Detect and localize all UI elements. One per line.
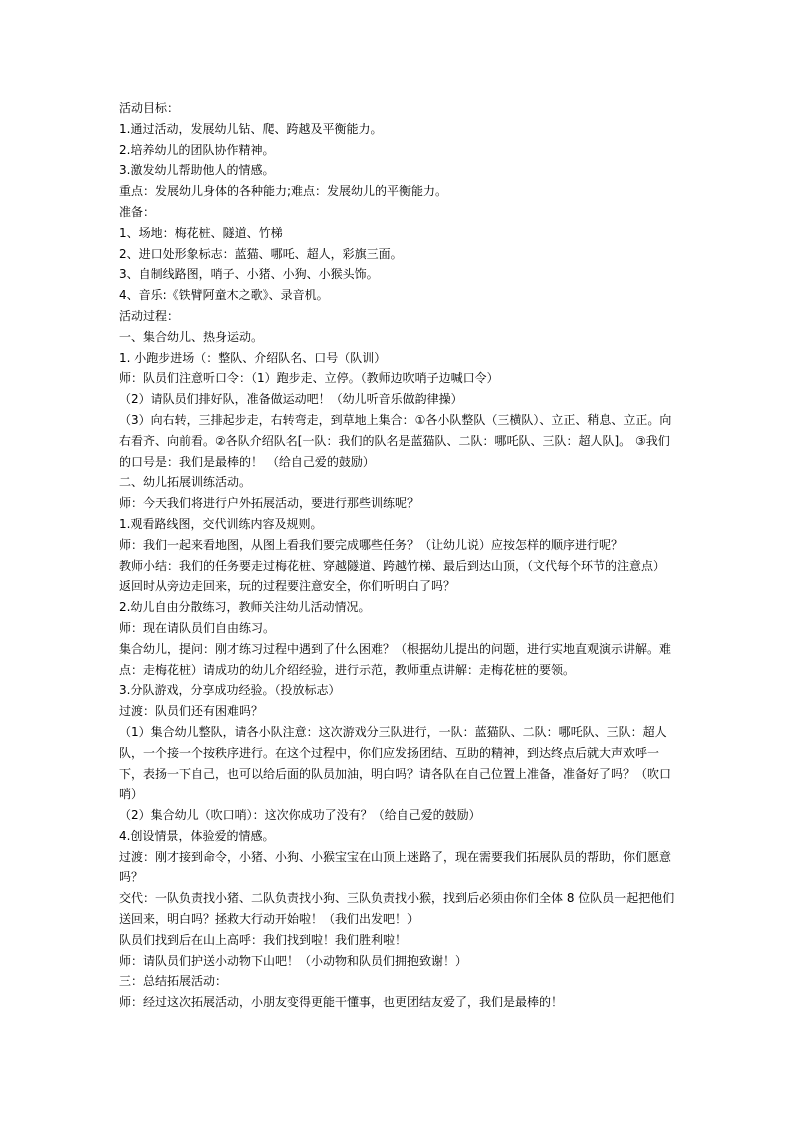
- paragraph: 师：我们一起来看地图，从图上看我们要完成哪些任务？（让幼儿说）应按怎样的顺序进行呢？: [119, 537, 624, 552]
- goal-item-2: 2.培养幼儿的团队协作精神。: [119, 142, 275, 157]
- section-heading-preparation: 准备：: [119, 204, 156, 219]
- paragraph: （1）集合幼儿整队，请各小队注意：这次游戏分三队进行，一队：蓝猫队、二队：哪吒队、三队：超人队，一个接一个按秩序进行。在这个过程中，你们应发扬团结、互助的精神，到达终点后就大声欢呼一下，表扬一下自己，也可以给后面的队员加油，明白吗？请各队在自己位置上准备，准备好了吗？（吹口哨）: [119, 724, 672, 802]
- paragraph: 教师小结：我们的任务要走过梅花桩、穿越隧道、跨越竹梯、最后到达山顶，（文代每个环节的注意点）返回时从旁边走回来，玩的过程要注意安全，你们听明白了吗？: [119, 558, 666, 594]
- step-heading-2: 二、幼儿拓展训练活动。: [119, 475, 252, 490]
- step-heading-3: 三：总结拓展活动：: [119, 974, 228, 989]
- paragraph: 师：现在请队员们自由练习。: [119, 620, 276, 635]
- step-heading-1: 一、集合幼儿、热身运动。: [119, 329, 264, 344]
- section-heading-goals: 活动目标：: [119, 101, 180, 115]
- paragraph: 交代：一队负责找小猪、二队负责找小狗、三队负责找小猴，找到后必须由你们全体 8 位队员一起把他们送回来，明白吗？拯救大行动开始啦！（我们出发吧！）: [119, 891, 675, 927]
- goal-item-1: 1.通过活动，发展幼儿钻、爬、跨越及平衡能力。: [119, 121, 383, 136]
- section-heading-process: 活动过程：: [119, 308, 180, 323]
- prep-item-3: 3、自制线路图，哨子、小猪、小狗、小猴头饰。: [119, 267, 379, 282]
- prep-item-2: 2、进口处形象标志：蓝猫、哪吒、超人，彩旗三面。: [119, 246, 403, 261]
- paragraph: 师：请队员们护送小动物下山吧！（小动物和队员们拥抱致谢！）: [119, 953, 468, 968]
- paragraph: 2.幼儿自由分散练习，教师关注幼儿活动情况。: [119, 600, 371, 615]
- paragraph: 师：队员们注意听口令：（1）跑步走、立停。（教师边吹哨子边喊口令）: [119, 371, 499, 386]
- paragraph: （2）请队员们排好队，准备做运动吧！（幼儿听音乐做韵律操）: [119, 392, 463, 407]
- paragraph: 过渡：队员们还有困难吗？: [119, 704, 264, 719]
- paragraph: 队员们找到后在山上高呼：我们找到啦！我们胜利啦！: [119, 932, 408, 947]
- paragraph: 师：今天我们将进行户外拓展活动，要进行那些训练呢？: [119, 496, 420, 511]
- goal-item-3: 3.激发幼儿帮助他人的情感。: [119, 163, 275, 178]
- paragraph: 1. 小跑步进场（：整队、介绍队名、口号（队训）: [119, 350, 387, 365]
- paragraph: 师：经过这次拓展活动，小朋友变得更能干懂事，也更团结友爱了，我们是最棒的！: [119, 995, 564, 1010]
- paragraph: 1.观看路线图，交代训练内容及规则。: [119, 516, 323, 531]
- paragraph: 过渡：刚才接到命令，小猪、小狗、小猴宝宝在山顶上迷路了，现在需要我们拓展队员的帮助，你们愿意吗？: [119, 849, 672, 885]
- paragraph: 4.创设情景，体验爱的情感。: [119, 828, 275, 843]
- paragraph: （2）集合幼儿（吹口哨）：这次你成功了没有？（给自己爱的鼓励）: [119, 808, 481, 823]
- prep-item-1: 1、场地：梅花桩、隧道、竹梯: [119, 225, 283, 240]
- prep-item-4: 4、音乐:《铁臂阿童木之歌》、录音机。: [119, 288, 329, 303]
- key-points: 重点：发展幼儿身体的各种能力;难点：发展幼儿的平衡能力。: [119, 184, 448, 199]
- paragraph: 3.分队游戏，分享成功经验。（投放标志）: [119, 683, 341, 698]
- document-body: [119, 98, 675, 1013]
- paragraph: （3）向右转，三排起步走，右转弯走，到草地上集合：①各小队整队（三横队）、立正、稍息、立正。向右看齐、向前看。②各队介绍队名[一队：我们的队名是蓝猫队、二队：哪吒队、三队：超人队]。 ③我们的口号是：我们是最棒的！ （给自己爱的鼓励）: [119, 412, 672, 469]
- paragraph: 集合幼儿，提问：刚才练习过程中遇到了什么困难？（根据幼儿提出的问题，进行实地直观演示讲解。难点：走梅花桩）请成功的幼儿介绍经验，进行示范，教师重点讲解：走梅花桩的要领。: [119, 641, 672, 677]
